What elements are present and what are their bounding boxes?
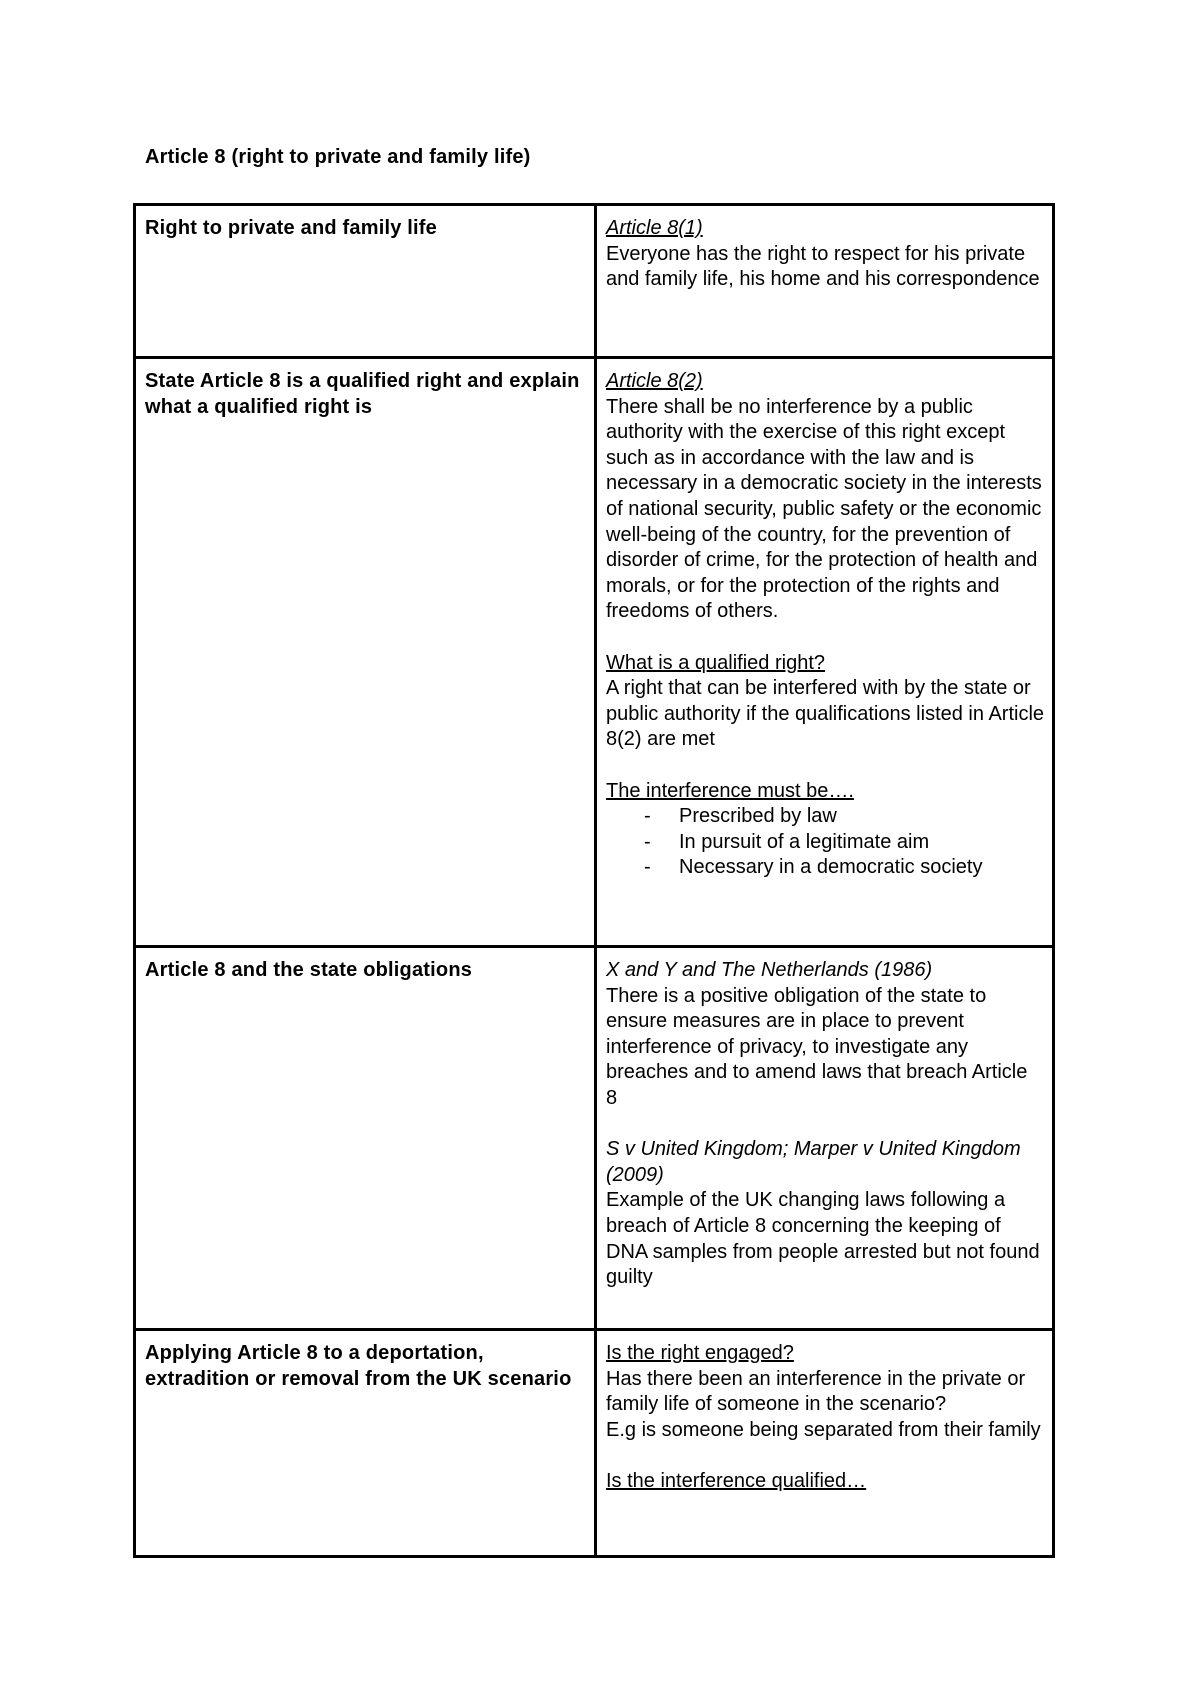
list-item: - Prescribed by law (606, 804, 1044, 830)
example-text: E.g is someone being separated from their family (606, 1418, 1041, 1441)
case-text: There is a positive obligation of the state to ensure measures are in place to prevent interference of privacy, to investigate any breaches and to amend laws that breach Article 8 (606, 984, 1028, 1109)
case-text: Example of the UK changing laws following a breach of Article 8 concerning the keeping of DNA samples from people arrested but not found guilty (606, 1189, 1040, 1289)
topic-label: State Article 8 is a qualified right and explain what a qualified right is (145, 370, 580, 418)
article-heading: Article 8(2) (606, 370, 703, 392)
table-row (135, 947, 1054, 1330)
topic-cell (135, 1330, 596, 1557)
list-heading: The interference must be…. (606, 779, 854, 802)
question-text: Has there been an interference in the private or family life of someone in the scenario? (606, 1367, 1026, 1416)
case-name: X and Y and The Netherlands (1986) (606, 959, 933, 981)
question-heading: What is a qualified right? (606, 651, 826, 674)
document-title: Article 8 (right to private and family life) (145, 146, 531, 168)
table-row (135, 358, 1054, 947)
article-heading: Article 8(1) (606, 217, 703, 239)
list-item: - In pursuit of a legitimate aim (606, 830, 1044, 856)
article-text: Everyone has the right to respect for his private and family life, his home and his correspondence (606, 242, 1040, 291)
table-row (135, 1330, 1054, 1557)
notes-table (133, 203, 1055, 1558)
list-item: - Necessary in a democratic society (606, 855, 1044, 881)
topic-label: Applying Article 8 to a deportation, extradition or removal from the UK scenario (145, 1342, 572, 1390)
case-name: S v United Kingdom; Marper v United Kingdom (2009) (606, 1138, 1021, 1186)
table-row (135, 205, 1054, 358)
requirements-list (606, 804, 1044, 881)
question-heading: Is the interference qualified… (606, 1469, 867, 1492)
notes-cell (596, 1330, 1054, 1557)
topic-cell (135, 205, 596, 358)
topic-cell (135, 358, 596, 947)
article-text: There shall be no interference by a public authority with the exercise of this right except such as in accordance with the law and is necessary in a democratic society in the interests of national security, public safety or the economic well-being of the country, for the prevention of disorder of crime, for the protection of health and morals, or for the protection of the rights and freedoms of others. (606, 395, 1042, 623)
answer-text: A right that can be interfered with by the state or public authority if the qualifications listed in Article 8(2) are met (606, 677, 1045, 751)
notes-cell (596, 205, 1054, 358)
question-heading: Is the right engaged? (606, 1342, 794, 1364)
topic-cell (135, 947, 596, 1330)
notes-cell (596, 358, 1054, 947)
topic-label: Article 8 and the state obligations (145, 959, 473, 981)
topic-label: Right to private and family life (145, 217, 437, 239)
notes-cell (596, 947, 1054, 1330)
